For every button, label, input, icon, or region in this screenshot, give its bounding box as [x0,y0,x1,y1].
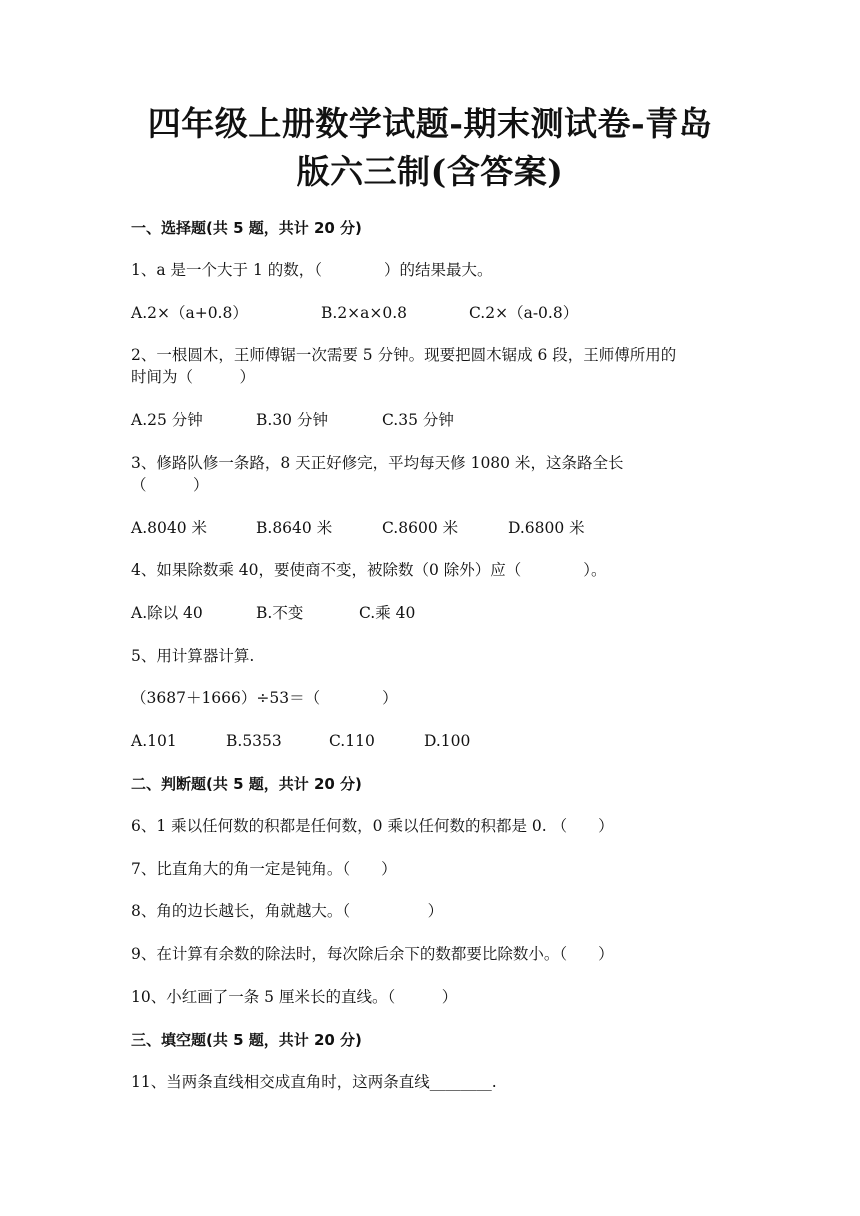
option-c: C.8600 米 [382,519,459,537]
question-5: 5、用计算器计算. [131,647,255,665]
option-b: B.2×a×0.8 [321,304,408,322]
question-5-expression: （3687＋1666）÷53＝（ ） [131,689,398,707]
question-5-options [131,730,731,752]
option-a: A.除以 40 [131,604,203,622]
option-a: A.25 分钟 [131,411,203,429]
section-heading-judgement: 二、判断题(共 5 题，共计 20 分) [131,775,362,793]
option-b: B.5353 [226,732,282,750]
question-1-options [131,302,731,324]
option-c: C.35 分钟 [382,411,454,429]
section-heading-choice: 一、选择题(共 5 题，共计 20 分) [131,219,362,237]
section-heading-fill-in: 三、填空题(共 5 题，共计 20 分) [131,1031,362,1049]
question-11: 11、当两条直线相交成直角时，这两条直线________. [131,1073,497,1091]
option-c: C.110 [329,732,375,750]
question-8: 8、角的边长越长，角就越大。（ ） [131,902,444,920]
question-3-line-2: （ ） [131,476,209,494]
option-a: A.101 [131,732,177,750]
page-title [60,100,800,196]
question-4-options [131,602,731,624]
option-a: A.8040 米 [131,519,207,537]
question-2-options [131,409,731,431]
option-b: B.不变 [256,604,304,622]
question-2-line-1: 2、一根圆木，王师傅锯一次需要 5 分钟。现要把圆木锯成 6 段，王师傅所用的 [131,346,677,364]
question-3-options [131,517,731,539]
title-line-1: 四年级上册数学试题-期末测试卷-青岛 [147,104,713,143]
option-c: C.乘 40 [359,604,416,622]
question-7: 7、比直角大的角一定是钝角。（ ） [131,860,397,878]
title-line-2: 版六三制(含答案) [296,152,564,191]
option-d: D.100 [424,732,471,750]
question-4: 4、如果除数乘 40，要使商不变，被除数（0 除外）应（ ）。 [131,561,607,579]
question-9: 9、在计算有余数的除法时，每次除后余下的数都要比除数小。（ ） [131,945,614,963]
question-3-line-1: 3、修路队修一条路，8 天正好修完，平均每天修 1080 米，这条路全长 [131,454,624,472]
question-6: 6、1 乘以任何数的积都是任何数，0 乘以任何数的积都是 0. （ ） [131,817,614,835]
option-c: C.2×（a-0.8） [469,304,579,322]
question-1: 1、a 是一个大于 1 的数，（ ）的结果最大。 [131,261,493,279]
option-a: A.2×（a+0.8） [131,304,248,322]
option-b: B.8640 米 [256,519,333,537]
question-2-line-2: 时间为（ ） [131,368,256,386]
option-b: B.30 分钟 [256,411,328,429]
option-d: D.6800 米 [508,519,585,537]
question-10: 10、小红画了一条 5 厘米长的直线。（ ） [131,988,458,1006]
